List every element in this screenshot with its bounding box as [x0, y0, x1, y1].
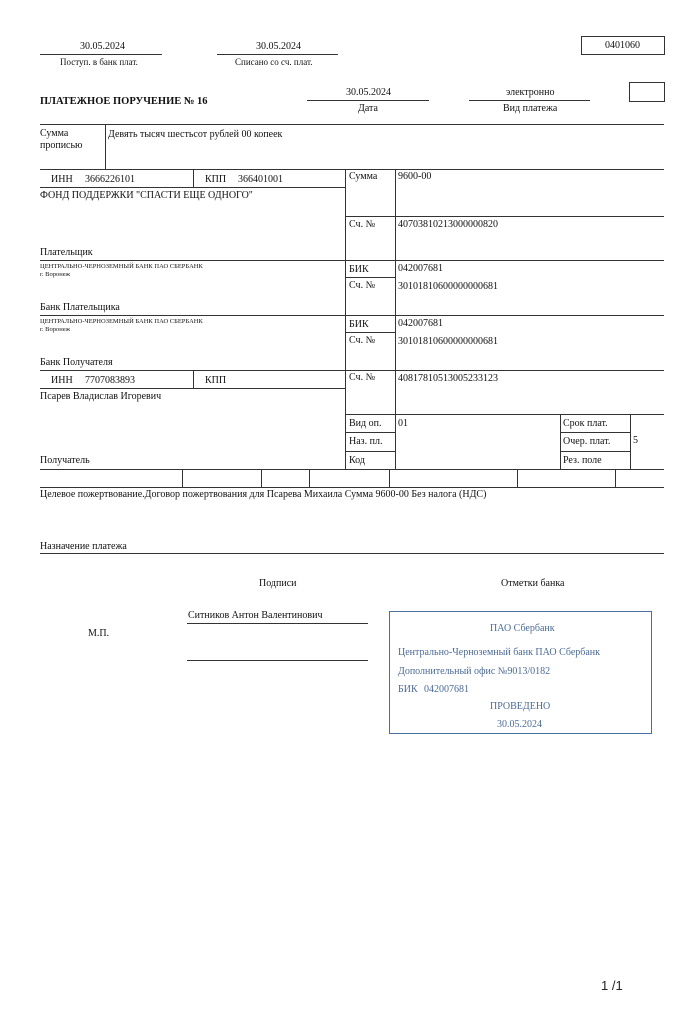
- payer-bank-account: 30101810600000000681: [398, 281, 498, 292]
- seal-label: М.П.: [88, 628, 110, 639]
- grid-r1: [345, 432, 395, 433]
- purpose-label: Назначение платежа: [40, 541, 127, 552]
- amount-sep: [105, 124, 106, 169]
- amount-words-label-2: прописью: [40, 140, 83, 151]
- grid-col-left: [345, 169, 346, 469]
- payment-type-line: [469, 100, 590, 101]
- debited-label: Списано со сч. плат.: [235, 57, 313, 67]
- signatures-title: Подписи: [259, 578, 297, 589]
- page-number: 1 /1: [601, 978, 623, 993]
- grid-r2: [345, 451, 395, 452]
- payee-bank-account-label: Сч. №: [349, 335, 376, 346]
- payer-bank-bik-label: БИК: [349, 264, 369, 275]
- grid-col-right2: [630, 414, 631, 469]
- payer-amount-label: Сумма: [349, 171, 378, 182]
- payee-inn-label: ИНН: [51, 375, 73, 386]
- amount-words-label-1: Сумма: [40, 128, 69, 139]
- debited-line: [217, 54, 338, 55]
- payee-kpp-label: КПП: [205, 375, 227, 386]
- payer-account: 40703810213000000820: [398, 219, 498, 230]
- payer-amount: 9600-00: [398, 171, 432, 182]
- grid-bik2-row: [345, 332, 395, 333]
- signature-line-1: [187, 623, 368, 624]
- tax-col-4: [389, 469, 390, 487]
- grid-inn-row: [40, 187, 345, 188]
- payee-account-label: Сч. №: [349, 372, 376, 383]
- payer-label: Плательщик: [40, 247, 93, 258]
- payee-bank-name: ЦЕНТРАЛЬНО-ЧЕРНОЗЕМНЫЙ БАНК ПАО СБЕРБАНК: [40, 318, 203, 325]
- order-date: 30.05.2024: [346, 87, 391, 98]
- bank-received-label: Поступ. в банк плат.: [60, 57, 138, 67]
- priority-value: 5: [633, 435, 638, 446]
- grid-sum-row: [345, 216, 664, 217]
- op-type: 01: [398, 418, 408, 429]
- payer-inn-label: ИНН: [51, 174, 73, 185]
- signature-line-2: [187, 660, 368, 661]
- payer-bank-name: ЦЕНТРАЛЬНО-ЧЕРНОЗЕМНЫЙ БАНК ПАО СБЕРБАНК: [40, 263, 203, 270]
- debited-date: 30.05.2024: [256, 41, 301, 52]
- tax-col-6: [615, 469, 616, 487]
- payer-bank-label: Банк Плательщика: [40, 302, 120, 313]
- payee-account: 40817810513005233123: [398, 373, 498, 384]
- payee-bank-bik: 042007681: [398, 318, 443, 329]
- payee-name: Псарев Владислав Игоревич: [40, 391, 162, 402]
- stamp-bik: 042007681: [424, 684, 469, 695]
- tax-bottom: [40, 487, 664, 488]
- page-title: ПЛАТЕЖНОЕ ПОРУЧЕНИЕ № 16: [40, 96, 208, 107]
- payer-kpp: 366401001: [238, 174, 283, 185]
- grid-payerbank-row: [40, 315, 664, 316]
- grid-inn-kpp: [193, 169, 194, 187]
- stamp-branch: Центрально-Черноземный банк ПАО Сбербанк: [398, 647, 601, 658]
- grid-inn-kpp-2: [193, 370, 194, 388]
- payer-account-label: Сч. №: [349, 219, 376, 230]
- purpose-line: [40, 553, 664, 554]
- purpose-code-label: Наз. пл.: [349, 436, 383, 447]
- grid-bottom: [40, 469, 664, 470]
- grid-op-row: [345, 414, 664, 415]
- payee-bank-city: г. Воронеж: [40, 326, 71, 333]
- grid-payeebank-row: [40, 370, 664, 371]
- stamp-bank: ПАО Сбербанк: [490, 623, 555, 634]
- payer-name: ФОНД ПОДДЕРЖКИ "СПАСТИ ЕЩЕ ОДНОГО": [40, 190, 253, 201]
- amount-words-value: Девять тысяч шестьсот рублей 00 копеек: [108, 129, 283, 140]
- tax-col-3: [309, 469, 310, 487]
- op-type-label: Вид оп.: [349, 418, 382, 429]
- priority-label: Очер. плат.: [563, 436, 611, 447]
- form-code: 0401060: [605, 40, 640, 51]
- grid-col-mid: [395, 169, 396, 469]
- tax-col-5: [517, 469, 518, 487]
- purpose-text: Целевое пожертвование.Договор пожертвования для Псарева Михаила Сумма 9600-00 Без налога (НДС): [40, 489, 487, 500]
- reserve-label: Рез. поле: [563, 455, 602, 466]
- payee-label: Получатель: [40, 455, 90, 466]
- amount-top-line: [40, 124, 664, 125]
- stamp-status: ПРОВЕДЕНО: [490, 701, 551, 712]
- grid-payee-inn-row: [40, 388, 345, 389]
- grid-r2b: [560, 451, 630, 452]
- empty-code-box: [629, 82, 665, 102]
- stamp-date: 30.05.2024: [497, 719, 542, 730]
- payer-bank-city: г. Воронеж: [40, 271, 71, 278]
- stamp-bik-label: БИК: [398, 684, 418, 695]
- payee-bank-account: 30101810600000000681: [398, 336, 498, 347]
- grid-payer-row: [40, 260, 664, 261]
- payee-bank-bik-label: БИК: [349, 319, 369, 330]
- tax-col-1: [182, 469, 183, 487]
- tax-col-2: [261, 469, 262, 487]
- signer-name: Ситников Антон Валентинович: [188, 610, 323, 621]
- grid-bik1-row: [345, 277, 395, 278]
- payer-bank-account-label: Сч. №: [349, 280, 376, 291]
- code-label: Код: [349, 455, 365, 466]
- payer-inn: 3666226101: [85, 174, 135, 185]
- payment-type: электронно: [506, 87, 555, 98]
- payer-bank-bik: 042007681: [398, 263, 443, 274]
- deadline-label: Срок плат.: [563, 418, 608, 429]
- grid-col-right: [560, 414, 561, 469]
- payment-type-label: Вид платежа: [503, 103, 558, 114]
- order-date-line: [307, 100, 429, 101]
- bank-marks-title: Отметки банка: [501, 578, 565, 589]
- payee-bank-label: Банк Получателя: [40, 357, 113, 368]
- payee-inn: 7707083893: [85, 375, 135, 386]
- grid-r1b: [560, 432, 630, 433]
- order-date-label: Дата: [358, 103, 378, 114]
- amount-bottom-line: [40, 169, 664, 170]
- stamp-office: Дополнительный офис №9013/0182: [398, 666, 551, 677]
- payer-kpp-label: КПП: [205, 174, 227, 185]
- bank-received-date: 30.05.2024: [80, 41, 125, 52]
- bank-received-line: [40, 54, 162, 55]
